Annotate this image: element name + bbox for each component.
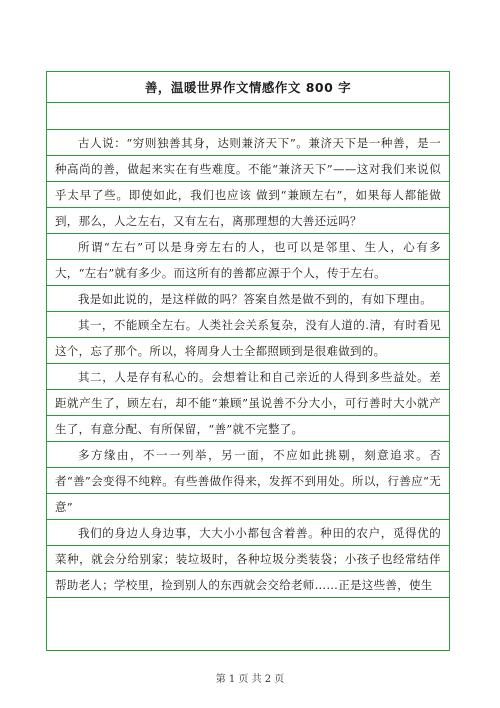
paragraph-5: 其二，人是存有私心的。会想着让和自己亲近的人得到多些益处。差距就产生了，顾左右，却不能“兼顾”虽说善不分大小，可行善时大小就产生了，有意分配、有所保留，“善”就不完整了。 [47,364,449,442]
paragraph-6: 多方缘由，不一一列举，另一面，不应如此挑剔，刻意追求。否者“善”会变得不纯粹。有些善做作得来，发挥不到用处。所以，行善应“无意” [47,442,449,520]
paragraph-7: 我们的身边人身边事，大大小小都包含着善。种田的农户，觅得优的菜种，就会分给别家；装垃圾时，各种垃圾分类装袋；小孩子也经常结伴帮助老人；学校里，捡到别人的东西就会交给老师……正是这些善，使生 [47,520,449,598]
paragraph-3: 我是如此说的，是这样做的吗？答案自然是做不到的，有如下理由。 [47,286,449,312]
document-sheet [46,71,450,651]
paragraph-1: 古人说：“穷则独善其身，达则兼济天下”。兼济天下是一种善，是一种高尚的善，做起来实在有些难度。不能“兼济天下”——这对我们来说似乎太早了些。即使如此，我们也应该 做到“兼顾左右”，如果每人都能做到，那么，人之左右，又有左右，离那理想的大善还远吗？ [47,130,449,234]
paragraph-4: 其一，不能顾全左右。人类社会关系复杂，没有人道的.清，有时看见这个，忘了那个。所以，将周身人士全都照顾到是很难做到的。 [47,312,449,364]
page-footer: 第 1 页 共 2 页 [215,674,285,685]
paragraph-2: 所谓“左右”可以是身旁左右的人，也可以是邻里、生人，心有多大，“左右”就有多少。而这所有的善都应源于个人，传于左右。 [47,234,449,286]
blank-ruled-line [47,103,449,130]
document-title: 善，温暖世界作文情感作文 800 字 [47,72,449,103]
